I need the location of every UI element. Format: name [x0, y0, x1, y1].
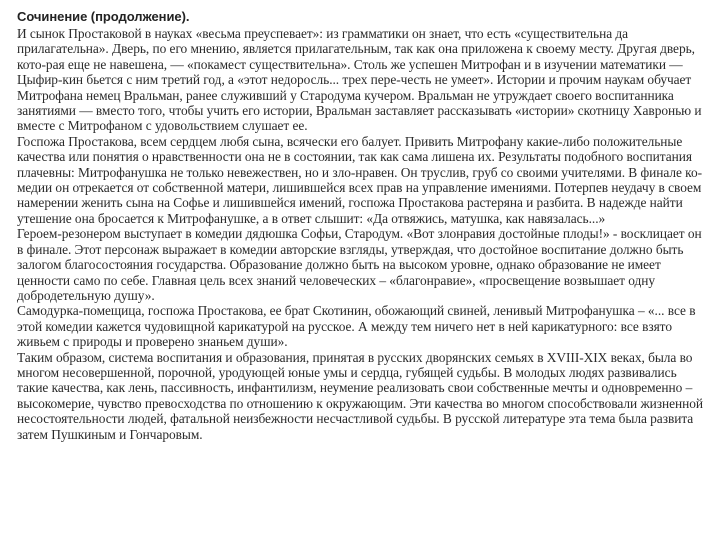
paragraph-5: Таким образом, система воспитания и образования, принятая в русских дворянских семьях в XVIII-XIX веках, была во многом несовершенной, порочной, уродующей юные умы и сердца, губящей судьбы. В молодых людях развивались такие качества, как лень, пассивность, инфантилизм, неумение реализовать свои собственные мечты и одновременно – высокомерие, чувство превосходства по отношению к окружающим. Эти качества во многом способствовали жизненной несостоятельности людей, фатальной неизбежности несчастливой судьбы. В русской литературе эта тема была развита затем Пушкиным и Гончаровым.	[17, 349, 704, 442]
paragraph-2: Госпожа Простакова, всем сердцем любя сына, всячески его балует. Привить Митрофану какие-либо положительные качества или понятия о нравственности она не в состоянии, так как сама лишена их. Результаты подобного воспитания плачевны: Митрофанушка не только невежествен, но и зло-нравен. Он труслив, груб со своими учителями. В финале ко-медии он отрекается от собственной матери, лишившейся всех прав на управление имениями. Потерпев неудачу в своем намерении женить сына на Софье и лишившейся имений, госпожа Простакова растеряна и разбита. В надежде найти утешение она бросается к Митрофанушке, а в ответ слышит: «Да отвяжись, матушка, как навязалась...»	[17, 133, 702, 226]
paragraph-3: Героем-резонером выступает в комедии дядюшка Софьи, Стародум. «Вот злонравия достойные плоды!» - восклицает он в финале. Этот персонаж выражает в комедии авторские взгляды, утверждая, что достойное воспитание должно быть залогом благосостояния государства. Образование должно быть на высоком уровне, однако образование не имеет ценности само по себе. Главная цель всех знаний человеческих – «благонравие», «просвещение возвышает одну добродетельную душу».	[17, 226, 702, 303]
paragraph-4: Самодурка-помещица, госпожа Простакова, ее брат Скотинин, обожающий свиней, ленивый Митрофанушка – «... все в этой комедии кажется чудовищной карикатурой на русское. А между тем ничего нет в ней карикатурного: все взято живьем с природы и проверено знаньем души».	[17, 303, 696, 350]
paragraph-1: И сынок Простаковой в науках «весьма преуспевает»: из грамматики он знает, что есть «существительна да прилагательна». Дверь, по его мнению, является прилагательным, так как она приложена к своему месту. Другая дверь, кото-рая еще не навешена, — «покамест существительна». Столь же успешен Митрофан и в изучении математики — Цыфир-кин бьется с ним третий год, а «этот недоросль... трех пере-честь не умеет». Истории и прочим наукам обучает Митрофана немец Вральман, ранее служивший у Стародума кучером. Вральман не утруждает своего воспитанника занятиями — вместо того, чтобы учить его истории, Вральман заставляет рассказывать «истории» скотницу Хавронью и вместе с Митрофаном с удовольствием слушает ее.	[17, 26, 702, 134]
document-title: Сочинение (продолжение).	[17, 9, 190, 24]
document-page	[17, 9, 707, 442]
